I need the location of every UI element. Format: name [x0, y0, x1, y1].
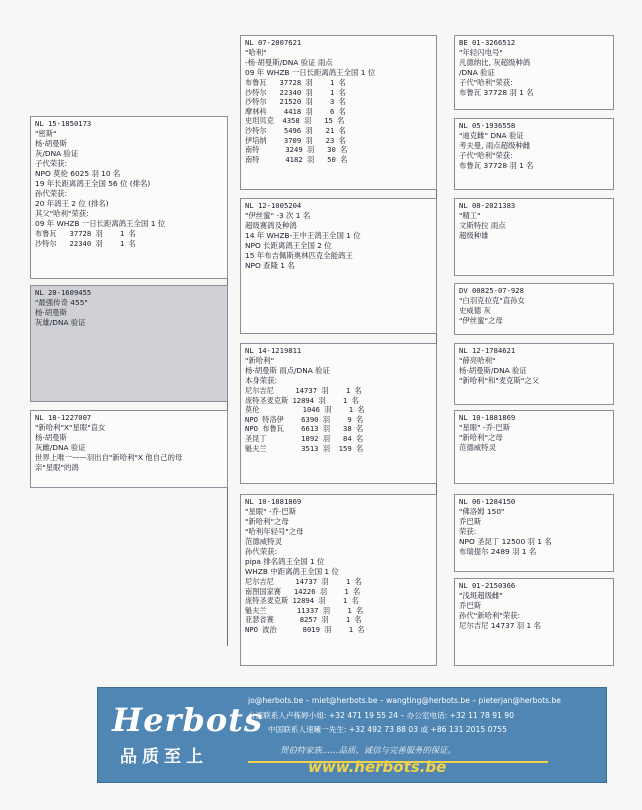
race-result: 魁夫兰 3513 羽 159 名 [245, 443, 364, 453]
race-result: 沙特尔 5496 羽 21 名 [245, 125, 346, 135]
ring-number: NL 14-1219811 [245, 346, 302, 355]
card-line: 孙代荣获: [35, 189, 68, 198]
card-line: 超级赛鸽及种鸽 [245, 221, 297, 230]
card-line: 灰/DNA 验证 [35, 149, 79, 158]
sd-card [240, 198, 437, 334]
ss-results [245, 78, 432, 164]
card-line: "星眼" -乔·巴斯 [459, 423, 511, 432]
slogan: 品质至上 [120, 747, 208, 767]
card-line: pipa 排名鸽王全国 1 位 [245, 557, 325, 566]
card-line: "最强传奇 455" [35, 298, 88, 307]
card-line: 09 年 WHZB 一日长距离鸽王全国 1 位 [35, 219, 166, 228]
card-line: 布瑞提尔 2489 羽 1 名 [459, 547, 537, 556]
card-line: NPO 长距离鸽王全国 2 位 [245, 241, 332, 250]
card-line: 杨·胡曼斯/DNA 验证 [459, 366, 527, 375]
ring-number: NL 12-1784621 [459, 346, 516, 355]
sds-lines [459, 201, 609, 241]
race-result: 摩林科 4418 羽 6 名 [245, 106, 346, 116]
card-line: 荣获: [459, 527, 477, 536]
card-line: NPO 莫伦 6025 羽 10 名 [35, 169, 121, 178]
ring-number: NL 05-1936558 [459, 121, 516, 130]
card-line: WHZB 中距离鸽王全国 1 位 [245, 567, 339, 576]
ss-card [240, 35, 437, 190]
race-result: 魁夫兰 11337 羽 1 名 [245, 605, 364, 615]
card-line: "哈利" [245, 48, 267, 57]
race-result: 布鲁瓦 37728 羽 1 名 [35, 229, 136, 238]
ring-number: NL 10-1881869 [459, 413, 516, 422]
sire-results [35, 229, 223, 248]
card-line: "迪克雌" DNA 验证 [459, 131, 524, 140]
card-line: 15 年布吉佩斯奥林匹克全能鸽王 [245, 251, 353, 260]
card-line: 孙代荣获: [245, 547, 278, 556]
card-line: "伊丝蜜" -3 次 1 名 [245, 211, 311, 220]
card-line: 14 年 WHZB-王中王鸽王全国 1 位 [245, 231, 361, 240]
dsd-card [454, 410, 614, 484]
card-line: "伊丝蜜"之母 [459, 316, 503, 325]
race-result: 圣昆丁 1892 羽 84 名 [245, 433, 364, 443]
card-line: 其父"哈利"荣获: [35, 209, 89, 218]
card-line: 亲"星眼"的鸽 [35, 463, 79, 472]
card-line: 灰雄/DNA 验证 [35, 318, 86, 327]
sire-lines [35, 119, 223, 229]
ring-number: NL 20-1609455 [35, 288, 92, 297]
sd-lines [245, 201, 432, 271]
sss-card [454, 35, 614, 110]
ds-lines [245, 346, 432, 386]
tagline: 贺伯特家族……品质、诚信与完善服务的保证。 [280, 745, 456, 755]
dd-card [240, 494, 437, 666]
ring-number: NL 06-1284150 [459, 497, 516, 506]
race-result: 莫伦 1046 羽 1 名 [245, 405, 365, 415]
dam-lines [35, 413, 223, 473]
card-line: "新哈利"之母 [459, 433, 503, 442]
race-result: 南图国家赛 14226 羽 1 名 [245, 586, 361, 596]
ring-number: NL 15-1850173 [35, 119, 92, 128]
sss-lines [459, 38, 609, 98]
race-result: 南特 4182 羽 50 名 [245, 154, 348, 164]
card-line: 布鲁瓦 37728 羽 1 名 [459, 161, 534, 170]
card-line: 凡德纳比, 灰超级种鸽 [459, 58, 531, 67]
card-line: 20 年鸽王 2 位 (排名) [35, 199, 109, 208]
dd-results [245, 577, 432, 635]
ssd-card [454, 118, 614, 190]
card-line: 杨·胡曼斯 [35, 139, 67, 148]
card-line: 世界上唯一——羽出自"新哈利"X 他自己的母 [35, 453, 183, 462]
footer-banner [97, 687, 607, 783]
race-result: 布鲁瓦 37728 羽 1 名 [245, 78, 346, 87]
card-line: /DNA 验证 [459, 68, 495, 77]
card-line: 杨·胡曼斯 雨点/DNA 验证 [245, 366, 330, 375]
card-line: NPO 查隆 1 名 [245, 261, 295, 270]
sds-card [454, 198, 614, 276]
race-result: 史坦贝克 4358 羽 15 名 [245, 116, 345, 126]
card-line: 乔巴斯 [459, 517, 482, 526]
card-line: -杨·胡曼斯/DNA 验证 雨点 [245, 58, 333, 67]
race-result: 沙特尔 21520 羽 3 名 [245, 97, 346, 107]
race-result: 沙特尔 22340 羽 1 名 [35, 238, 136, 248]
dds-card [454, 494, 614, 572]
ds-results [245, 386, 432, 453]
contact-china: 中国联系人速曦一先生: +32 492 73 88 03 或 +86 131 2015 0755 [268, 725, 507, 734]
ring-number: NL 12-1005204 [245, 201, 302, 210]
dsd-lines [459, 413, 609, 453]
card-line: "年轻闪电号" [459, 48, 503, 57]
card-line: 本身荣获: [245, 376, 278, 385]
card-line: "白羽克拉克"直孙女 [459, 296, 525, 305]
card-line: 史威德 灰 [459, 306, 491, 315]
ddd-card [454, 578, 614, 666]
sdd-card [454, 283, 614, 335]
card-line: 子代"哈利"荣获: [459, 151, 513, 160]
ss-lines [245, 38, 432, 78]
card-line: 布鲁瓦 37728 羽 1 名 [459, 88, 534, 97]
card-line: "新哈利" [245, 356, 274, 365]
card-line: 乔巴斯 [459, 601, 482, 610]
subject-lines [35, 288, 223, 328]
ring-number: NL 18-1227007 [35, 413, 92, 422]
contact-taiwan: 台湾联系人卢栋婷小姐: +32 471 19 55 24 – 办公室电话: +32 11 78 91 90 [248, 711, 514, 720]
race-result: 沙特尔 22340 羽 1 名 [245, 87, 346, 97]
ring-number: NL 07-2007621 [245, 38, 302, 47]
card-line: 考夫曼, 雨点超级种雌 [459, 141, 531, 150]
card-line: 子代"哈利"荣获: [459, 78, 513, 87]
ddd-lines [459, 581, 609, 631]
card-line: 杨·胡曼斯 [35, 308, 67, 317]
subject-card [30, 285, 228, 402]
race-result: 伊培纳 3709 羽 23 名 [245, 135, 346, 145]
card-line: 范德威特灵 [459, 443, 496, 452]
ring-number: NL 08-2021383 [459, 201, 516, 210]
dss-lines [459, 346, 609, 386]
race-result: NPO 布鲁瓦 6613 羽 38 名 [245, 424, 364, 434]
race-result: 庞特圣麦克斯 12894 羽 1 名 [245, 395, 359, 405]
ring-number: NL 01-2150366 [459, 581, 516, 590]
card-line: "密斯" [35, 129, 57, 138]
card-line: 杨·胡曼斯 [35, 433, 67, 442]
ssd-lines [459, 121, 609, 171]
card-line: "新哈利"X"星眼"直女 [35, 423, 106, 432]
card-line: 09 年 WHZB 一日长距离鸽王全国 1 位 [245, 68, 376, 77]
card-line: "佛洛姆 150" [459, 507, 505, 516]
card-line: 尼尔吉尼 14737 羽 1 名 [459, 621, 541, 630]
sire-card [30, 116, 228, 279]
ring-number: NL 10-1881869 [245, 497, 302, 506]
dam-card [30, 410, 228, 488]
dss-card [454, 343, 614, 405]
card-line: "新哈利"和"麦克斯"之父 [459, 376, 540, 385]
card-line: "星眼" -乔·巴斯 [245, 507, 297, 516]
card-line: 灰雌/DNA 验证 [35, 443, 86, 452]
ring-number: DV 00825-07-928 [459, 286, 524, 295]
card-line: "浅斑超级雌" [459, 591, 503, 600]
card-line: 超级种雄 [459, 231, 489, 240]
race-result: 尼尔吉尼 14737 羽 1 名 [245, 577, 362, 586]
card-line: "精工" [459, 211, 481, 220]
race-result: NPO 特洛伊 6390 羽 9 名 [245, 414, 364, 424]
dd-lines [245, 497, 432, 577]
dds-lines [459, 497, 609, 557]
website-link[interactable]: www.herbots.be [308, 758, 447, 776]
card-line: 子代荣获: [35, 159, 68, 168]
card-line: "新哈利"之母 [245, 517, 289, 526]
race-result: 尼尔吉尼 14737 羽 1 名 [245, 386, 362, 395]
card-line: 19 年长距离鸽王全国 56 位 (排名) [35, 179, 151, 188]
sdd-lines [459, 286, 609, 326]
herbots-logo: Herbots [112, 701, 263, 739]
ring-number: BE 01-3266512 [459, 38, 516, 47]
card-line: 范德威特灵 [245, 537, 282, 546]
card-line: "薛亮哈利" [459, 356, 496, 365]
race-result: 庞特圣麦克斯 12894 羽 1 名 [245, 596, 359, 606]
race-result: 南特 3249 羽 30 名 [245, 145, 348, 155]
race-result: 亚瑟省赛 8257 羽 1 名 [245, 615, 362, 625]
card-line: "哈利年轻号"之母 [245, 527, 304, 536]
card-line: NPO 圣昆丁 12500 羽 1 名 [459, 537, 552, 546]
ds-card [240, 343, 437, 484]
contact-emails[interactable]: jo@herbots.be – miet@herbots.be – wangting@herbots.be – pieterjan@herbots.be [248, 696, 561, 705]
race-result: NPO 波治 8019 羽 1 名 [245, 624, 365, 634]
card-line: 文斯特拉 雨点 [459, 221, 506, 230]
card-line: 孙代"新哈利"荣获: [459, 611, 521, 620]
